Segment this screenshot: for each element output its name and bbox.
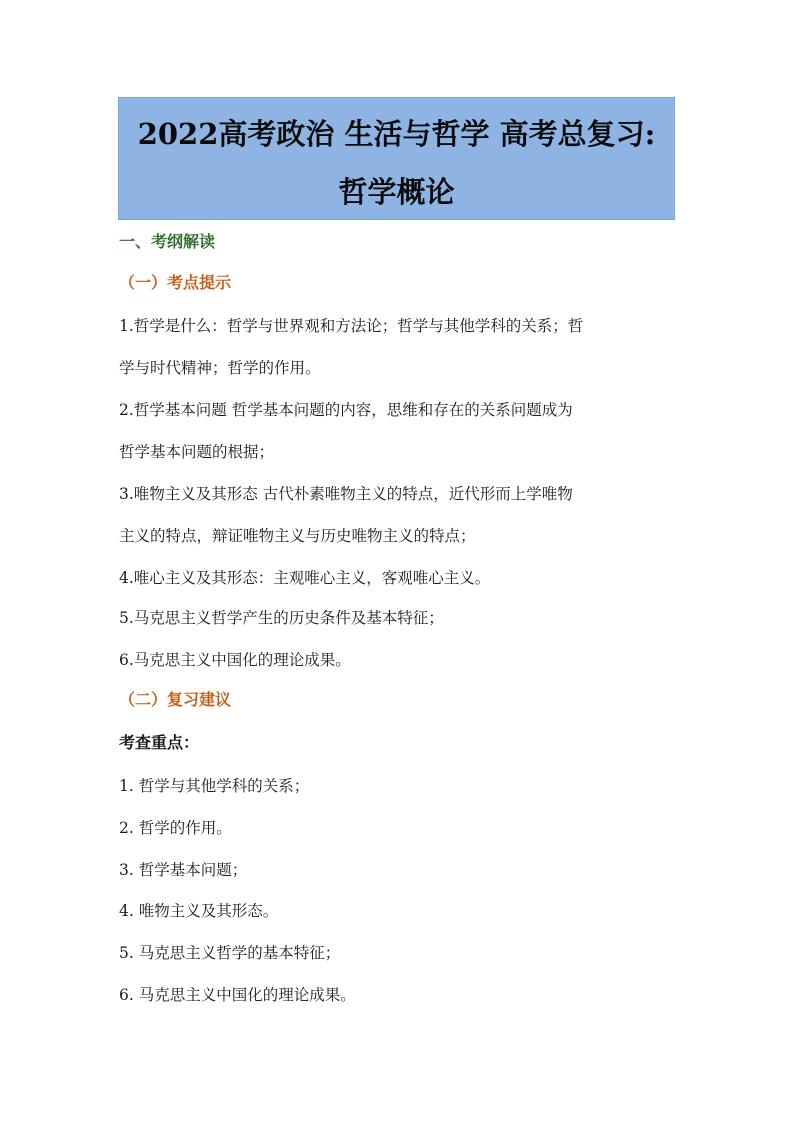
subsection-heading-key-points: （一）考点提示: [119, 273, 232, 292]
subsection-heading-review-advice: （二）复习建议: [119, 690, 232, 709]
document-title-line-1: 2022高考政治 生活与哲学 高考总复习:: [137, 117, 656, 151]
focus-item: 1. 哲学与其他学科的关系；: [119, 777, 310, 795]
focus-item: 3. 哲学基本问题；: [119, 861, 248, 879]
key-point-line: 3.唯物主义及其形态 古代朴素唯物主义的特点，近代形而上学唯物: [119, 485, 573, 503]
focus-item: 2. 哲学的作用。: [119, 819, 232, 837]
key-point-line: 4.唯心主义及其形态：主观唯心主义，客观唯心主义。: [119, 569, 491, 587]
key-point-line: 主义的特点，辩证唯物主义与历史唯物主义的特点；: [119, 527, 476, 545]
key-point-line: 1.哲学是什么：哲学与世界观和方法论；哲学与其他学科的关系；哲: [119, 317, 584, 335]
section-heading-syllabus: 一、考纲解读: [119, 232, 216, 251]
focus-item: 5. 马克思主义哲学的基本特征；: [119, 944, 341, 962]
document-title-line-2: 哲学概论: [338, 175, 455, 209]
key-point-line: 哲学基本问题的根据；: [119, 443, 275, 461]
key-point-line: 学与时代精神；哲学的作用。: [119, 359, 321, 377]
key-point-line: 2.哲学基本问题 哲学基本问题的内容，思维和存在的关系问题成为: [119, 401, 573, 419]
focus-item: 6. 马克思主义中国化的理论成果。: [119, 986, 356, 1004]
focus-item: 4. 唯物主义及其形态。: [119, 902, 279, 920]
key-point-line: 5.马克思主义哲学产生的历史条件及基本特征；: [119, 609, 444, 627]
focus-heading: 考查重点：: [119, 733, 200, 752]
title-banner: [118, 97, 675, 220]
key-point-line: 6.马克思主义中国化的理论成果。: [119, 651, 351, 669]
